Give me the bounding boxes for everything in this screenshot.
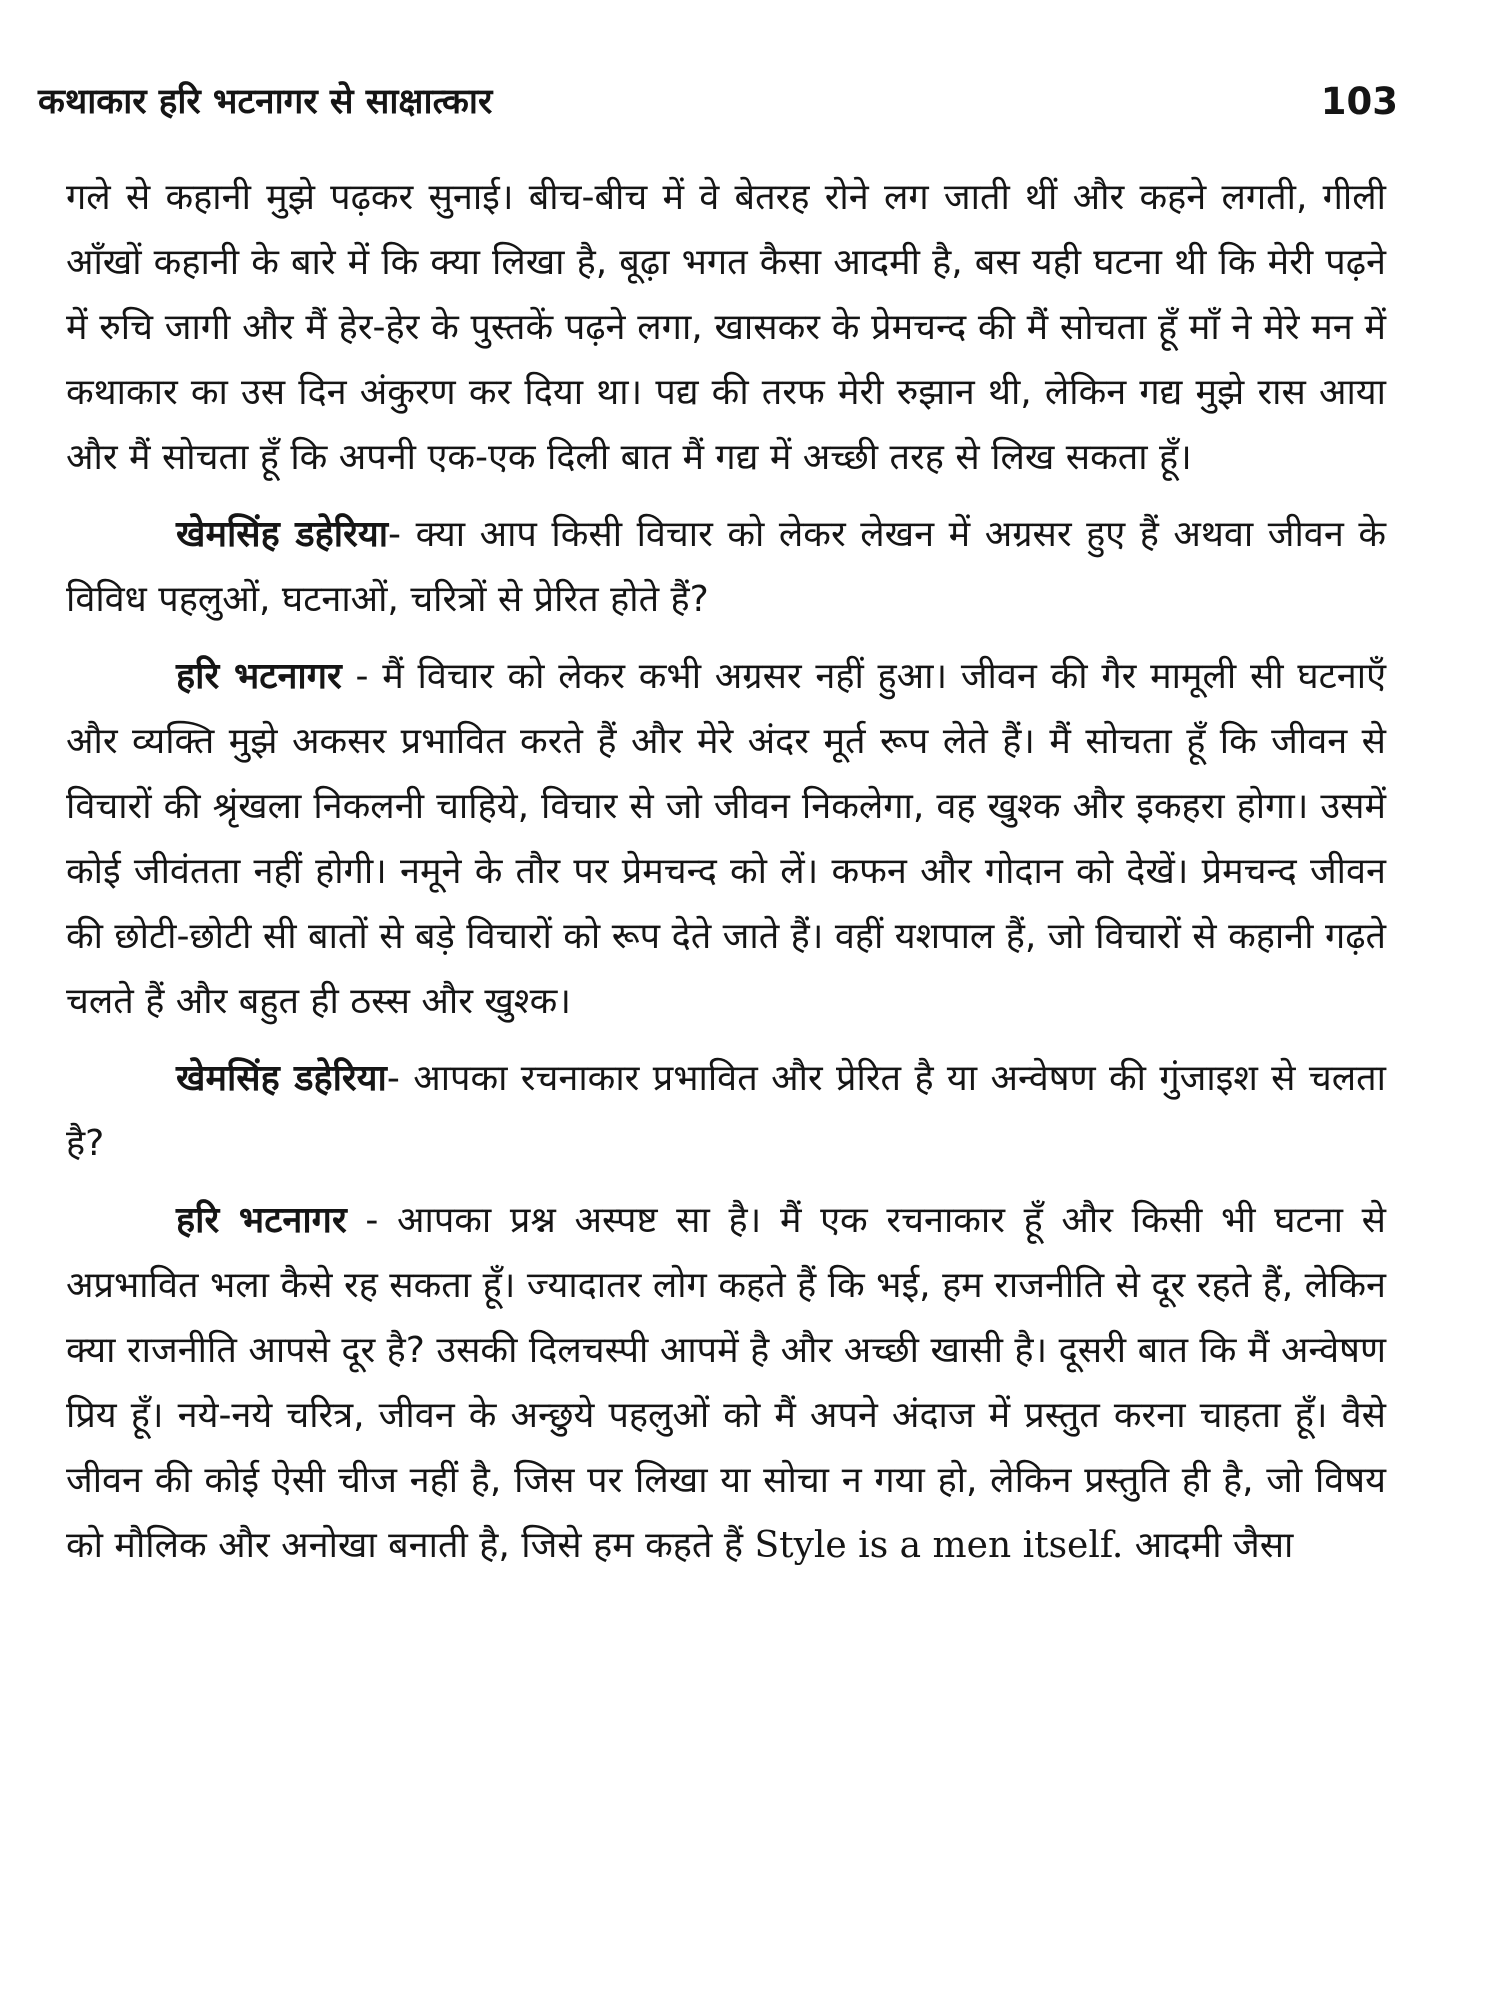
paragraph-3	[66, 644, 1386, 1034]
page-number: 103	[1320, 80, 1398, 123]
speaker-name: खेमसिंह डहेरिया	[176, 514, 389, 555]
running-title: कथाकार हरि भटनागर से साक्षात्कार	[38, 82, 493, 122]
page-body	[66, 165, 1386, 1590]
paragraph-text: - क्या आप किसी विचार को लेकर लेखन में अग्रसर हुए हैं अथवा जीवन के विविध पहलुओं, घटनाओं, चरित्रों से प्रेरित होते हैं?	[66, 514, 1386, 620]
speaker-name: हरि भटनागर	[176, 656, 342, 697]
paragraph-text-tail: आदमी जैसा	[1123, 1525, 1294, 1566]
paragraph-1	[66, 165, 1386, 490]
english-quote: Style is a men itself.	[754, 1525, 1124, 1566]
speaker-name: खेमसिंह डहेरिया	[176, 1058, 387, 1099]
paragraph-5	[66, 1188, 1386, 1578]
paragraph-text: गले से कहानी मुझे पढ़कर सुनाई। बीच-बीच में वे बेतरह रोने लग जाती थीं और कहने लगती, गीली आँखों कहानी के बारे में कि क्या लिखा है, बूढ़ा भगत कैसा आदमी है, बस यही घटना थी कि मेरी पढ़ने में रुचि जागी और मैं हेर-हेर के पुस्तकें पढ़ने लगा, खासकर के प्रेमचन्द की मैं सोचता हूँ माँ ने मेरे मन में कथाकार का उस दिन अंकुरण कर दिया था। पद्य की तरफ मेरी रुझान थी, लेकिन गद्य मुझे रास आया और मैं सोचता हूँ कि अपनी एक-एक दिली बात मैं गद्य में अच्छी तरह से लिख सकता हूँ।	[66, 177, 1386, 478]
paragraph-4	[66, 1046, 1386, 1176]
paragraph-text: - आपका प्रश्न अस्पष्ट सा है। मैं एक रचनाकार हूँ और किसी भी घटना से अप्रभावित भला कैसे रह सकता हूँ। ज्यादातर लोग कहते हैं कि भई, हम राजनीति से दूर रहते हैं, लेकिन क्या राजनीति आपसे दूर है? उसकी दिलचस्पी आपमें है और अच्छी खासी है। दूसरी बात कि मैं अन्वेषण प्रिय हूँ। नये-नये चरित्र, जीवन के अन्छुये पहलुओं को मैं अपने अंदाज में प्रस्तुत करना चाहता हूँ। वैसे जीवन की कोई ऐसी चीज नहीं है, जिस पर लिखा या सोचा न गया हो, लेकिन प्रस्तुति ही है, जो विषय को मौलिक और अनोखा बनाती है, जिसे हम कहते हैं	[66, 1200, 1386, 1566]
speaker-name: हरि भटनागर	[176, 1200, 347, 1241]
paragraph-2	[66, 502, 1386, 632]
page-header	[38, 72, 1398, 132]
paragraph-text: - आपका रचनाकार प्रभावित और प्रेरित है या अन्वेषण की गुंजाइश से चलता है?	[66, 1058, 1386, 1164]
paragraph-text: - मैं विचार को लेकर कभी अग्रसर नहीं हुआ। जीवन की गैर मामूली सी घटनाएँ और व्यक्ति मुझे अकसर प्रभावित करते हैं और मेरे अंदर मूर्त रूप लेते हैं। मैं सोचता हूँ कि जीवन से विचारों की श्रृंखला निकलनी चाहिये, विचार से जो जीवन निकलेगा, वह खुश्क और इकहरा होगा। उसमें कोई जीवंतता नहीं होगी। नमूने के तौर पर प्रेमचन्द को लें। कफन और गोदान को देखें। प्रेमचन्द जीवन की छोटी-छोटी सी बातों से बड़े विचारों को रूप देते जाते हैं। वहीं यशपाल हैं, जो विचारों से कहानी गढ़ते चलते हैं और बहुत ही ठस्स और खुश्क।	[66, 656, 1386, 1022]
